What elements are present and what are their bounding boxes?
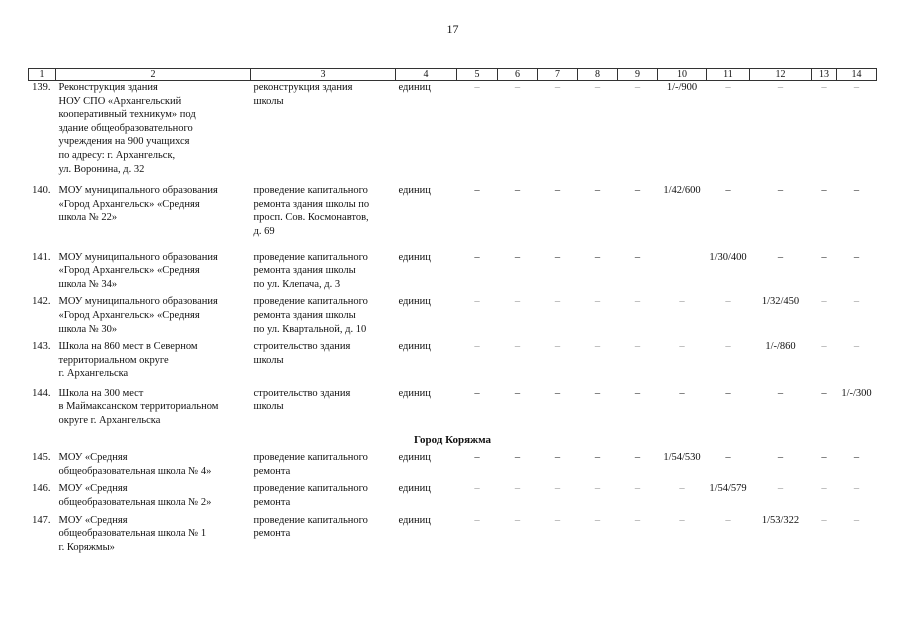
value-col-9: – xyxy=(634,82,641,93)
value-col-12: – xyxy=(777,452,784,464)
value-col-11: – xyxy=(725,341,731,353)
work-type: проведение капитального ремонта xyxy=(253,483,368,509)
value-col-7: – xyxy=(554,251,561,263)
work-type: проведение капитального ремонта xyxy=(253,452,368,477)
value-col-12: – xyxy=(777,483,784,495)
value-col-8: – xyxy=(594,185,601,197)
value-col-8: – xyxy=(594,452,601,464)
unit: единиц xyxy=(398,387,431,399)
value-col-6: – xyxy=(514,514,521,526)
column-number-5: 5 xyxy=(457,69,498,81)
table-row xyxy=(29,387,877,428)
value-col-7: – xyxy=(554,452,561,464)
column-number-13: 13 xyxy=(812,69,837,81)
value-col-10: – xyxy=(679,341,685,353)
unit: единиц xyxy=(398,514,431,526)
value-col-10: 1/42/600 xyxy=(663,185,701,197)
value-col-12: 1/53/322 xyxy=(761,514,800,526)
value-col-8: – xyxy=(594,483,601,495)
value-col-5: – xyxy=(474,82,480,93)
table-row xyxy=(29,184,877,238)
value-col-14: – xyxy=(853,185,860,197)
object-name: МОУ «Средняя общеобразовательная школа № 1 г. Коряжмы» xyxy=(58,514,207,553)
value-col-12: – xyxy=(777,82,784,93)
value-col-12: – xyxy=(777,185,784,197)
value-col-6: – xyxy=(514,387,521,399)
value-col-6: – xyxy=(514,82,521,93)
row-number: 146. xyxy=(32,483,51,495)
value-col-10: 1/54/530 xyxy=(663,452,701,464)
value-col-11: – xyxy=(725,387,731,399)
value-col-12: 1/-/860 xyxy=(765,341,796,353)
value-col-6: – xyxy=(514,251,521,263)
value-col-5: – xyxy=(474,185,480,197)
column-number-4: 4 xyxy=(396,69,457,81)
value-col-14: – xyxy=(853,82,860,93)
value-col-9: – xyxy=(634,185,641,197)
row-number: 145. xyxy=(32,452,51,464)
value-col-14: 1/-/300 xyxy=(841,387,872,399)
value-col-7: – xyxy=(554,296,561,308)
value-col-5: – xyxy=(474,341,480,353)
table-row xyxy=(29,81,877,177)
column-number-10: 10 xyxy=(658,69,707,81)
value-col-5: – xyxy=(474,452,480,464)
value-col-9: – xyxy=(634,452,641,464)
value-col-7: – xyxy=(554,341,561,353)
column-number-6: 6 xyxy=(498,69,538,81)
section-heading-row xyxy=(29,428,877,452)
value-col-9: – xyxy=(634,296,641,308)
section-title: Город Коряжма xyxy=(413,433,492,446)
table-body xyxy=(29,81,877,555)
value-col-12: – xyxy=(777,251,784,263)
object-name: Школа на 860 мест в Северном территориальном округе г. Архангельска xyxy=(58,341,198,380)
value-col-9: – xyxy=(634,387,641,399)
value-col-13: – xyxy=(821,341,827,353)
column-number-8: 8 xyxy=(578,69,618,81)
value-col-10: – xyxy=(679,514,685,526)
value-col-14: – xyxy=(853,514,860,526)
object-name: МОУ муниципального образования «Город Архангельск» «Средняя школа № 22» xyxy=(58,185,218,224)
value-col-14: – xyxy=(853,483,860,495)
page-number: 17 xyxy=(446,22,459,36)
value-col-14: – xyxy=(853,296,860,308)
value-col-6: – xyxy=(514,341,521,353)
column-number-7: 7 xyxy=(538,69,578,81)
value-col-11: 1/54/579 xyxy=(709,483,747,495)
unit: единиц xyxy=(398,296,431,308)
object-name: Школа на 300 мест в Маймаксанском территориальном округе г. Архангельска xyxy=(58,387,219,427)
column-number-9: 9 xyxy=(618,69,658,81)
value-col-11: – xyxy=(725,185,731,197)
value-col-10 xyxy=(658,251,707,292)
value-col-9: – xyxy=(634,483,641,495)
row-spacer xyxy=(29,239,877,251)
value-col-9: – xyxy=(634,341,641,353)
column-number-row xyxy=(29,69,877,81)
value-col-7: – xyxy=(554,185,561,197)
value-col-11: 1/30/400 xyxy=(709,251,747,263)
value-col-5: – xyxy=(474,387,480,399)
unit: единиц xyxy=(398,185,431,197)
row-number: 142. xyxy=(32,296,51,308)
value-col-11: – xyxy=(725,514,731,526)
value-col-6: – xyxy=(514,296,521,308)
value-col-13: – xyxy=(821,483,827,495)
value-col-9: – xyxy=(634,251,641,263)
value-col-13: – xyxy=(821,185,827,197)
value-col-6: – xyxy=(514,185,521,197)
value-col-8: – xyxy=(594,296,601,308)
value-col-7: – xyxy=(554,82,561,93)
object-name: МОУ «Средняя общеобразовательная школа № 2» xyxy=(58,483,212,509)
value-col-13: – xyxy=(821,296,827,308)
value-col-5: – xyxy=(474,251,480,263)
value-col-8: – xyxy=(594,387,601,399)
row-number: 140. xyxy=(32,185,51,197)
value-col-10: – xyxy=(679,296,685,308)
column-number-1: 1 xyxy=(29,69,56,81)
value-col-13: – xyxy=(821,387,827,399)
value-col-12: – xyxy=(777,387,784,399)
work-type: проведение капитального ремонта здания школы по ул. Квартальной, д. 10 xyxy=(253,296,368,335)
value-col-13: – xyxy=(821,82,827,93)
table-row xyxy=(29,514,877,555)
value-col-6: – xyxy=(514,452,521,464)
row-spacer xyxy=(29,176,877,184)
work-type: проведение капитального ремонта здания школы по просп. Сов. Космонавтов, д. 69 xyxy=(253,185,370,237)
row-number: 139. xyxy=(32,82,51,93)
value-col-8: – xyxy=(594,514,601,526)
unit: единиц xyxy=(398,341,431,353)
value-col-11: – xyxy=(725,452,731,464)
object-name: Реконструкция здания НОУ СПО «Архангельский кооперативный техникум» под здание общеобразовательного учреждения на 900 учащихся по адресу: г. Архангельск, ул. Воронина, д. 32 xyxy=(58,82,196,175)
spacer-cell xyxy=(29,239,877,251)
column-number-11: 11 xyxy=(707,69,750,81)
value-col-6: – xyxy=(514,483,521,495)
value-col-11: – xyxy=(725,296,731,308)
value-col-10: 1/-/900 xyxy=(666,82,698,93)
object-name: МОУ муниципального образования «Город Архангельск» «Средняя школа № 34» xyxy=(58,251,218,290)
value-col-7: – xyxy=(554,483,561,495)
row-number: 147. xyxy=(32,514,51,526)
table-row xyxy=(29,451,877,478)
value-col-10: – xyxy=(679,387,685,399)
column-number-12: 12 xyxy=(750,69,812,81)
object-name: МОУ «Средняя общеобразовательная школа № 4» xyxy=(58,452,212,477)
row-number: 141. xyxy=(32,251,51,263)
column-number-14: 14 xyxy=(837,69,877,81)
unit: единиц xyxy=(398,452,431,464)
value-col-8: – xyxy=(594,251,601,263)
value-col-8: – xyxy=(594,82,601,93)
unit: единиц xyxy=(398,251,431,263)
work-type: реконструкция здания школы xyxy=(253,82,353,107)
value-col-10: – xyxy=(679,483,685,495)
value-col-13: – xyxy=(821,514,827,526)
value-col-13: – xyxy=(821,452,827,464)
table-row xyxy=(29,482,877,509)
value-col-11: – xyxy=(725,82,731,93)
work-type: проведение капитального ремонта xyxy=(253,514,368,540)
unit: единиц xyxy=(398,483,431,495)
value-col-14: – xyxy=(853,251,860,263)
row-number: 143. xyxy=(32,341,51,353)
data-table xyxy=(28,68,877,554)
value-col-13: – xyxy=(821,251,827,263)
value-col-9: – xyxy=(634,514,641,526)
table-row xyxy=(29,251,877,292)
value-col-5: – xyxy=(474,483,480,495)
object-name: МОУ муниципального образования «Город Архангельск» «Средняя школа № 30» xyxy=(58,296,218,335)
row-number: 144. xyxy=(32,387,51,399)
value-col-5: – xyxy=(474,296,480,308)
column-number-2: 2 xyxy=(56,69,251,81)
table-row xyxy=(29,295,877,336)
value-col-14: – xyxy=(853,452,860,464)
work-type: строительство здания школы xyxy=(253,387,351,413)
work-type: проведение капитального ремонта здания школы по ул. Клепача, д. 3 xyxy=(253,251,368,290)
unit: единиц xyxy=(398,82,431,93)
value-col-7: – xyxy=(554,387,561,399)
value-col-12: 1/32/450 xyxy=(761,296,800,308)
value-col-5: – xyxy=(474,514,480,526)
spacer-cell xyxy=(29,176,877,184)
value-col-7: – xyxy=(554,514,561,526)
value-col-8: – xyxy=(594,341,601,353)
value-col-14: – xyxy=(853,341,860,353)
table-row xyxy=(29,340,877,381)
column-number-3: 3 xyxy=(251,69,396,81)
work-type: строительство здания школы xyxy=(253,341,351,366)
